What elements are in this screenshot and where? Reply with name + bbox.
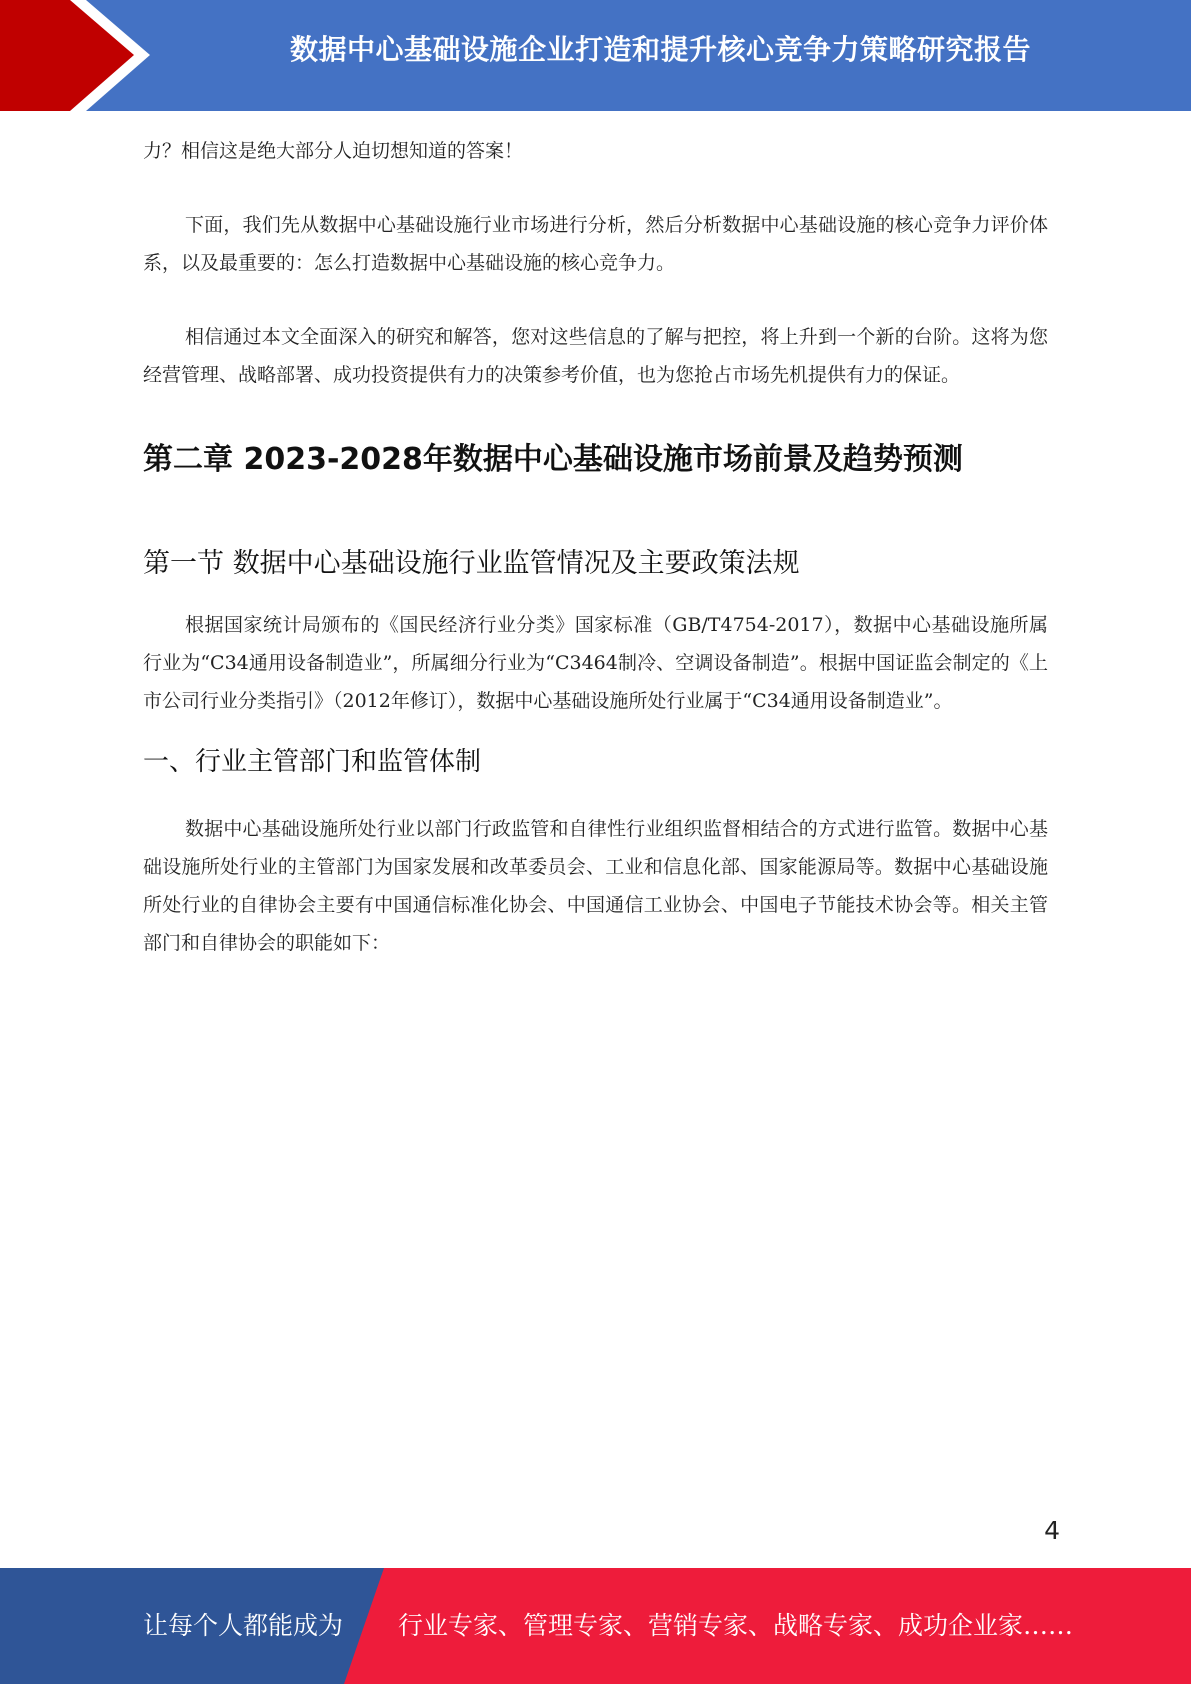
- paragraph-value-statement: 相信通过本文全面深入的研究和解答，您对这些信息的了解与把控，将上升到一个新的台阶。这将为您经营管理、战略部署、成功投资提供有力的决策参考价值，也为您抢占市场先机提供有力的保证。: [143, 326, 1048, 386]
- footer-slogan-left: 让每个人都能成为: [143, 1611, 344, 1640]
- report-title: 数据中心基础设施企业打造和提升核心竞争力策略研究报告: [289, 33, 1031, 66]
- page-number: 4: [1044, 1516, 1060, 1545]
- section-heading: 第一节 数据中心基础设施行业监管情况及主要政策法规: [143, 548, 800, 579]
- header-banner: [0, 0, 1191, 111]
- paragraph-continued: 力？相信这是绝大部分人迫切想知道的答案！: [143, 140, 524, 162]
- paragraph-regulatory-system: 数据中心基础设施所处行业以部门行政监管和自律性行业组织监督相结合的方式进行监管。数据中心基础设施所处行业的主管部门为国家发展和改革委员会、工业和信息化部、国家能源局等。数据中心基础设施所处行业的自律协会主要有中国通信标准化协会、中国通信工业协会、中国电子节能技术协会等。相关主管部门和自律协会的职能如下：: [143, 818, 1048, 954]
- paragraph-industry-classification: 根据国家统计局颁布的《国民经济行业分类》国家标准（GB/T4754-2017），数据中心基础设施所属行业为“C34通用设备制造业”，所属细分行业为“C3464制冷、空调设备制造”。根据中国证监会制定的《上市公司行业分类指引》（2012年修订），数据中心基础设施所处行业属于“C34通用设备制造业”。: [143, 614, 1048, 712]
- subsection-heading: 一、行业主管部门和监管体制: [143, 747, 482, 777]
- footer-banner: [0, 1568, 1191, 1684]
- footer-slogan-right: 行业专家、管理专家、营销专家、战略专家、成功企业家……: [398, 1611, 1074, 1640]
- document-body: [143, 132, 1048, 962]
- paragraph-analysis-intro: 下面，我们先从数据中心基础设施行业市场进行分析，然后分析数据中心基础设施的核心竞争力评价体系，以及最重要的：怎么打造数据中心基础设施的核心竞争力。: [143, 214, 1048, 274]
- chapter-heading: 第二章 2023-2028年数据中心基础设施市场前景及趋势预测: [143, 442, 963, 477]
